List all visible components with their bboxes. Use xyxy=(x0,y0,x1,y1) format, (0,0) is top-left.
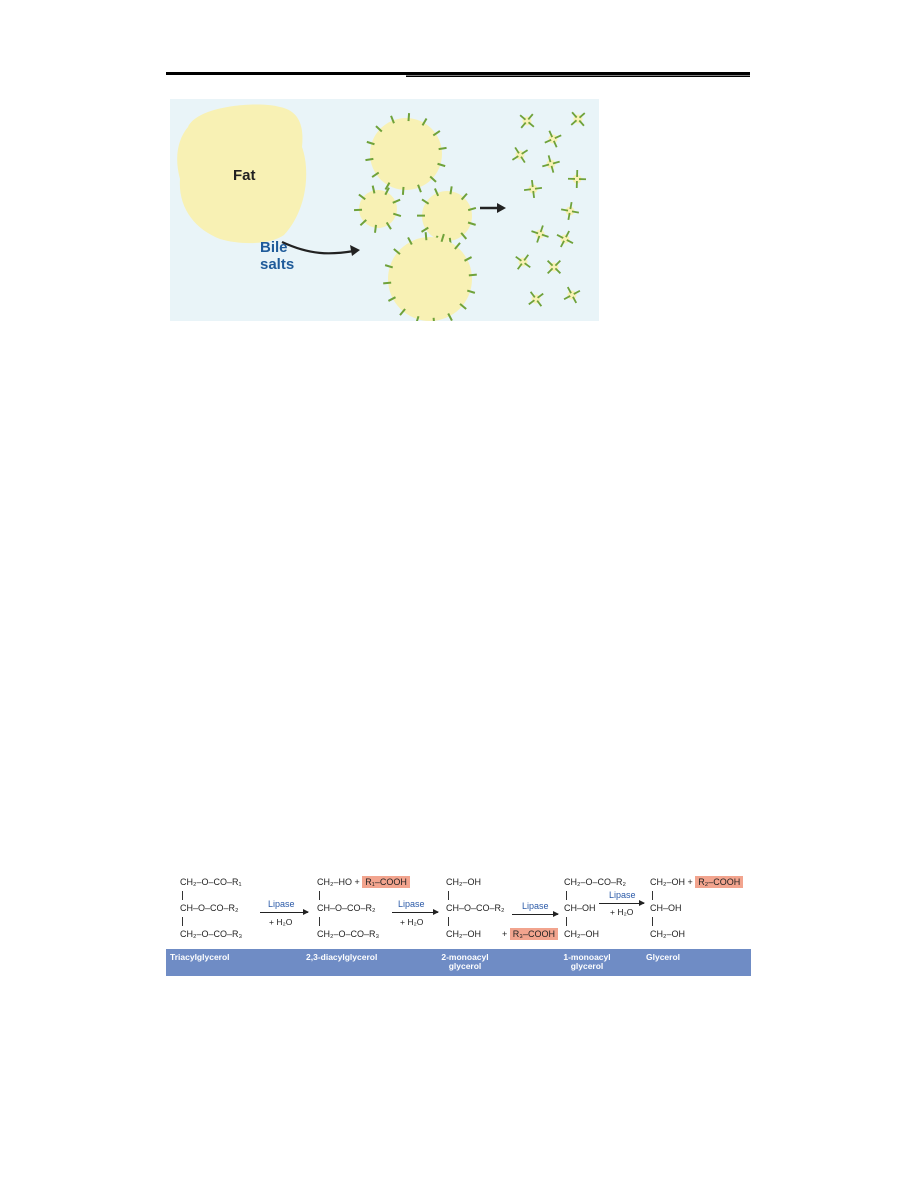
mag2-ch2-oh-bottom: CH₂–OH xyxy=(446,929,481,939)
micelles xyxy=(512,112,586,306)
micelle xyxy=(557,231,573,247)
caption-glycerol: Glycerol xyxy=(646,952,681,962)
bile-salt xyxy=(426,232,427,240)
bile-salt xyxy=(434,318,435,321)
bile-salt xyxy=(568,213,569,220)
micelle-core xyxy=(561,235,570,244)
curved-arrow-head xyxy=(350,245,360,256)
r3-cooh-product-group xyxy=(502,929,558,940)
fat-droplet xyxy=(354,186,401,233)
bile-salts-label xyxy=(260,239,320,273)
micelle xyxy=(512,147,527,162)
micelle xyxy=(561,202,579,220)
dag-ch-r2: CH–O–CO–R₂ xyxy=(317,903,376,913)
bond-line xyxy=(182,917,183,926)
micelle xyxy=(571,112,585,126)
bile-salt xyxy=(375,225,376,233)
bond-line xyxy=(319,917,320,926)
bond-line xyxy=(652,891,653,900)
bond-line xyxy=(182,891,183,900)
caption-2-monoacyl: 2-monoacyl xyxy=(441,952,489,962)
caption-1-monoacyl: 1-monoacyl xyxy=(563,952,611,962)
bond-line xyxy=(566,891,567,900)
bond-line xyxy=(448,917,449,926)
lipase-label-1: Lipase xyxy=(268,899,295,909)
bile-salt xyxy=(535,188,542,189)
lipase-label-2: Lipase xyxy=(398,899,425,909)
micelle xyxy=(516,255,531,270)
fat-droplet xyxy=(365,113,446,195)
emulsification-figure xyxy=(170,99,599,321)
r1-cooh-product: R₁–COOH xyxy=(362,876,410,888)
glycerol-ch-oh: CH–OH xyxy=(650,903,682,913)
plus-sign: + xyxy=(502,929,508,939)
bile-salt xyxy=(532,180,533,187)
bile-salt xyxy=(403,187,404,195)
bile-salt xyxy=(524,189,531,190)
water-label-4: + H₂O xyxy=(610,907,634,917)
fat-droplet xyxy=(383,232,477,321)
bond-line xyxy=(652,917,653,926)
mag1-ch2-oh: CH₂–OH xyxy=(564,929,599,939)
glycerol-ch2-oh-text: CH₂–OH + xyxy=(650,877,693,887)
lipase-label-4: Lipase xyxy=(609,890,636,900)
bile-salt xyxy=(533,191,534,198)
r3-cooh-product: R₃–COOH xyxy=(510,928,558,940)
tag-ch2-r3: CH₂–O–CO–R₃ xyxy=(180,929,243,939)
caption-2-monoacylglycerol xyxy=(430,953,500,971)
caption-diacylglycerol: 2,3-diacylglycerol xyxy=(306,952,378,962)
bile-label-line1: Bile xyxy=(260,239,288,256)
micelle-core xyxy=(568,291,577,300)
micelle-core xyxy=(536,230,545,239)
bile-salt xyxy=(469,275,477,276)
micelle-core xyxy=(516,151,525,160)
micelle xyxy=(531,225,548,242)
header-rule xyxy=(166,72,750,78)
bile-salt xyxy=(561,209,568,210)
dag-ch2-r3: CH₂–O–CO–R₃ xyxy=(317,929,380,939)
r2-cooh-product: R₂–COOH xyxy=(695,876,743,888)
micelle xyxy=(564,287,580,303)
caption-1-glycerol: glycerol xyxy=(570,961,604,971)
bile-salt xyxy=(439,148,447,149)
caption-1-monoacylglycerol xyxy=(552,953,622,971)
lipase-label-3: Lipase xyxy=(522,901,549,911)
micelle-core xyxy=(549,135,558,144)
reaction-arrow-3 xyxy=(512,914,558,915)
bile-salt xyxy=(570,202,571,209)
water-label-1: + H₂O xyxy=(269,917,293,927)
fat-droplets xyxy=(354,113,477,321)
mag1-ch-oh: CH–OH xyxy=(564,903,596,913)
dag-ch2-ho-text: CH₂–HO + xyxy=(317,877,360,887)
fat-label: Fat xyxy=(233,167,256,184)
caption-2-glycerol: glycerol xyxy=(448,961,482,971)
bile-salt xyxy=(408,113,409,121)
reaction-arrow-1 xyxy=(260,912,308,913)
bond-line xyxy=(448,891,449,900)
water-label-2: + H₂O xyxy=(400,917,424,927)
micelle xyxy=(524,180,542,198)
mag1-ch2-r2: CH₂–O–CO–R₂ xyxy=(564,877,627,887)
mag2-ch-r2: CH–O–CO–R₂ xyxy=(446,903,505,913)
micelle xyxy=(545,131,561,147)
glycerol-ch2-oh-bottom: CH₂–OH xyxy=(650,929,685,939)
reaction-arrow-4 xyxy=(599,903,644,904)
tag-ch2-r1: CH₂–O–CO–R₁ xyxy=(180,877,242,887)
droplet-core xyxy=(422,191,472,241)
emulsification-drawing xyxy=(170,99,599,321)
bile-salt xyxy=(365,159,373,160)
bond-line xyxy=(319,891,320,900)
micelle xyxy=(529,292,543,306)
micelle xyxy=(520,114,534,128)
micelle xyxy=(568,170,586,188)
droplet-core xyxy=(388,237,472,321)
micelle xyxy=(542,155,559,172)
droplet-core xyxy=(370,118,442,190)
glycerol-ch2-oh xyxy=(650,877,743,888)
bile-salt xyxy=(450,186,451,194)
tag-ch-r2: CH–O–CO–R₂ xyxy=(180,903,239,913)
caption-triacylglycerol: Triacylglycerol xyxy=(170,952,230,962)
bond-line xyxy=(566,917,567,926)
bile-salt xyxy=(383,283,391,284)
bile-salt xyxy=(572,211,579,212)
right-arrow-head xyxy=(497,203,506,213)
mag2-ch2-oh: CH₂–OH xyxy=(446,877,481,887)
reaction-arrow-2 xyxy=(392,912,438,913)
bile-label-line2: salts xyxy=(260,256,295,273)
dag-ch2-ho xyxy=(317,877,410,888)
micelle xyxy=(548,261,561,274)
lipase-reaction-scheme xyxy=(166,867,751,976)
